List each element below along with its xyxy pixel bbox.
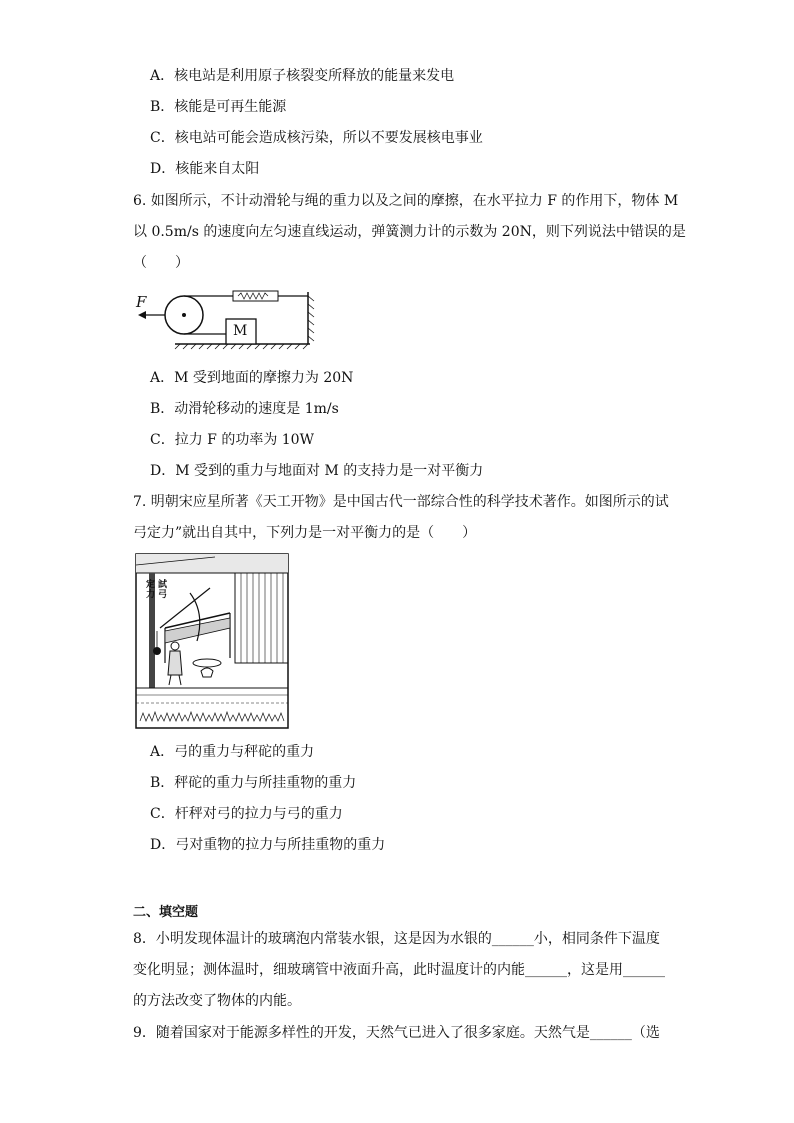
q8-line-1: 8．小明发现体温计的玻璃泡内常装水银，这是因为水银的______小，相同条件下温度 — [133, 931, 660, 947]
q7-figure-caption-a: 試弓 — [158, 580, 168, 600]
q6-force-label: F — [136, 293, 147, 311]
q5-option-c: C．核电站可能会造成核污染，所以不要发展核电事业 — [150, 130, 483, 146]
q6-stem-line-1: 6. 如图所示，不计动滑轮与绳的重力以及之间的摩擦，在水平拉力 F 的作用下，物体 M — [133, 193, 679, 209]
q6-option-b: B．动滑轮移动的速度是 1m/s — [150, 401, 339, 417]
q8-line-3: 的方法改变了物体的内能。 — [133, 993, 301, 1009]
q9-line-1: 9．随着国家对于能源多样性的开发，天然气已进入了很多家庭。天然气是______（选 — [133, 1025, 660, 1041]
q6-pulley-figure — [130, 284, 330, 354]
q6-option-c: C．拉力 F 的功率为 10W — [150, 432, 314, 448]
q6-stem-line-3: （ ） — [133, 255, 189, 271]
q6-option-d: D．M 受到的重力与地面对 M 的支持力是一对平衡力 — [150, 463, 484, 479]
q6-stem-line-2: 以 0.5m/s 的速度向左匀速直线运动，弹簧测力计的示数为 20N，则下列说法中错误的是 — [133, 224, 686, 240]
q8-line-2: 变化明显；测体温时，细玻璃管中液面升高，此时温度计的内能______，这是用______ — [133, 962, 665, 978]
section-title-fill-in: 二、填空题 — [133, 905, 199, 920]
q5-option-b: B．核能是可再生能源 — [150, 99, 287, 115]
q6-option-a: A．M 受到地面的摩擦力为 20N — [150, 370, 354, 386]
q7-figure-caption-b: 定力 — [146, 580, 156, 600]
q6-block-label: M — [233, 323, 248, 339]
q7-option-d: D．弓对重物的拉力与所挂重物的重力 — [150, 837, 386, 853]
q7-option-c: C．杆秤对弓的拉力与弓的重力 — [150, 806, 343, 822]
q7-stem-line-2: 弓定力”就出自其中，下列力是一对平衡力的是（ ） — [133, 525, 477, 541]
q7-option-a: A．弓的重力与秤砣的重力 — [150, 744, 315, 760]
q7-stem-line-1: 7. 明朝宋应星所著《天工开物》是中国古代一部综合性的科学技术著作。如图所示的试 — [133, 494, 669, 510]
q5-option-d: D．核能来自太阳 — [150, 161, 260, 177]
q7-option-b: B．秤砣的重力与所挂重物的重力 — [150, 775, 357, 791]
q5-option-a: A．核电站是利用原子核裂变所释放的能量来发电 — [150, 68, 455, 84]
